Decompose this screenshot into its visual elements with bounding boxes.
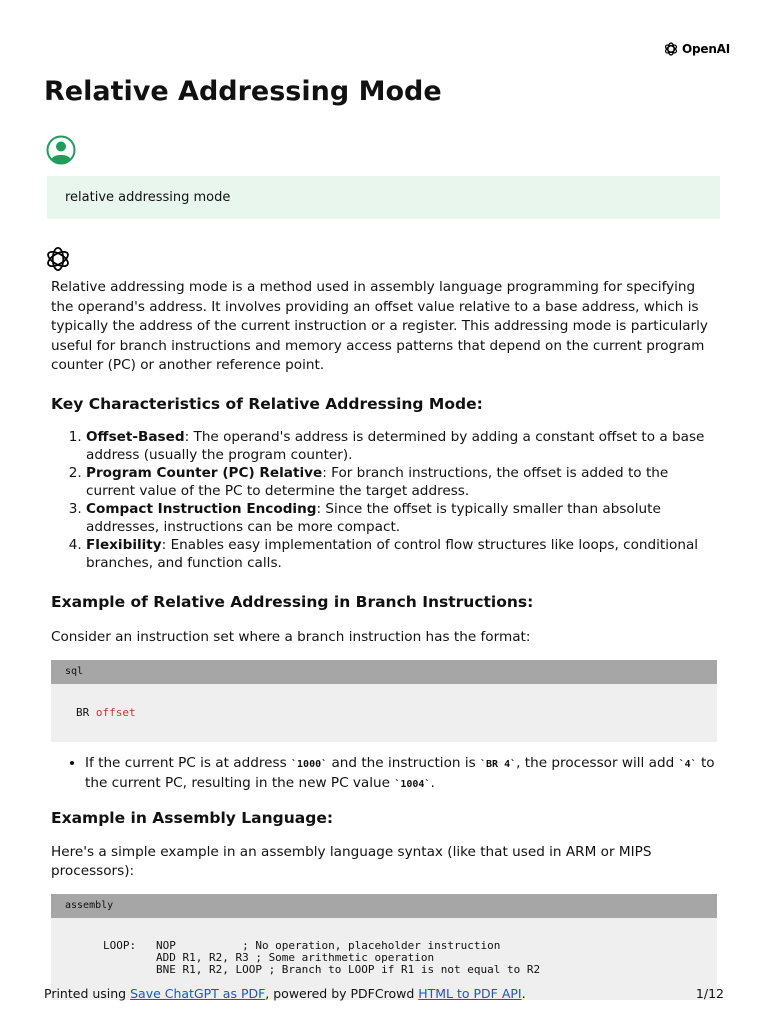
openai-logo [663, 41, 730, 57]
section-heading-branch-example: Example of Relative Addressing in Branch Instructions: [51, 592, 534, 611]
user-avatar-icon [46, 135, 76, 169]
page-footer [44, 986, 724, 1001]
footer-credit [44, 986, 526, 1001]
branch-bullet-list [51, 754, 719, 794]
code-line: LOOP: NOP ; No operation, placeholder instruction [103, 938, 501, 952]
code-language-label: sql [51, 660, 717, 684]
bullet-text: , the processor will add [516, 754, 679, 771]
list-item [86, 464, 719, 500]
code-body [51, 684, 717, 742]
list-item-term: Compact Instruction Encoding [86, 500, 317, 517]
inline-code: `4` [678, 758, 697, 770]
code-block-sql [51, 660, 717, 742]
assembly-intro-paragraph: Here's a simple example in an assembly language syntax (like that used in ARM or MIPS processors): [51, 843, 652, 880]
list-item [86, 536, 719, 572]
list-item [86, 500, 719, 536]
inline-code: `1004` [394, 778, 431, 790]
brand-name: OpenAI [682, 42, 731, 56]
footer-text: . [521, 986, 526, 1001]
code-text: BR [76, 705, 96, 719]
code-block-assembly [51, 894, 717, 1000]
chatgpt-icon [44, 245, 72, 277]
branch-intro-paragraph: Consider an instruction set where a branch instruction has the format: [51, 628, 531, 645]
list-item [85, 754, 719, 794]
list-item [86, 428, 719, 464]
code-keyword: offset [95, 705, 136, 719]
save-chatgpt-link[interactable]: Save ChatGPT as PDF [130, 986, 266, 1001]
page-number: 1/12 [695, 986, 724, 1001]
list-item-term: Flexibility [86, 536, 162, 553]
bullet-text: and the instruction is [327, 754, 481, 771]
page-title: Relative Addressing Mode [44, 76, 442, 107]
intro-paragraph: Relative addressing mode is a method used in assembly language programming for specifying the operand's address. It involves providing an offset value relative to a base address, which is typically the address of the current instruction or a register. This addressing mode is particularly useful for branch instructions and memory access patterns that depend on the current program counter (PC) or another reference point. [51, 279, 708, 374]
section-heading-assembly: Example in Assembly Language: [51, 808, 334, 827]
user-message-text: relative addressing mode [65, 190, 231, 205]
user-message [47, 176, 720, 219]
assistant-response [51, 278, 719, 1000]
bullet-text: to the current PC, resulting in the new PC value [85, 754, 715, 791]
list-item-text: : The operand's address is determined by adding a constant offset to a base address (usually the program counter). [86, 428, 705, 463]
list-item-text: : Enables easy implementation of control flow structures like loops, conditional branches, and function calls. [86, 536, 699, 571]
footer-text: Printed using [44, 986, 131, 1001]
section-heading-characteristics: Key Characteristics of Relative Addressing Mode: [51, 394, 483, 413]
list-item-term: Offset-Based [86, 428, 185, 445]
html-to-pdf-link[interactable]: HTML to PDF API [418, 986, 522, 1001]
inline-code: `1000` [291, 758, 328, 770]
code-line: ADD R1, R2, R3 ; Some arithmetic operation [103, 950, 435, 964]
bullet-text: . [430, 774, 435, 791]
code-language-label: assembly [51, 894, 717, 918]
list-item-text: : For branch instructions, the offset is added to the current value of the PC to determine the target address. [86, 464, 669, 499]
inline-code: `BR 4` [480, 758, 517, 770]
bullet-text: If the current PC is at address [85, 754, 292, 771]
characteristics-list [51, 428, 719, 572]
code-line: BNE R1, R2, LOOP ; Branch to LOOP if R1 is not equal to R2 [103, 962, 541, 976]
list-item-text: : Since the offset is typically smaller than absolute addresses, instructions can be more compact. [86, 500, 661, 535]
list-item-term: Program Counter (PC) Relative [86, 464, 323, 481]
openai-icon [663, 41, 679, 57]
footer-text: , powered by PDFCrowd [265, 986, 419, 1001]
